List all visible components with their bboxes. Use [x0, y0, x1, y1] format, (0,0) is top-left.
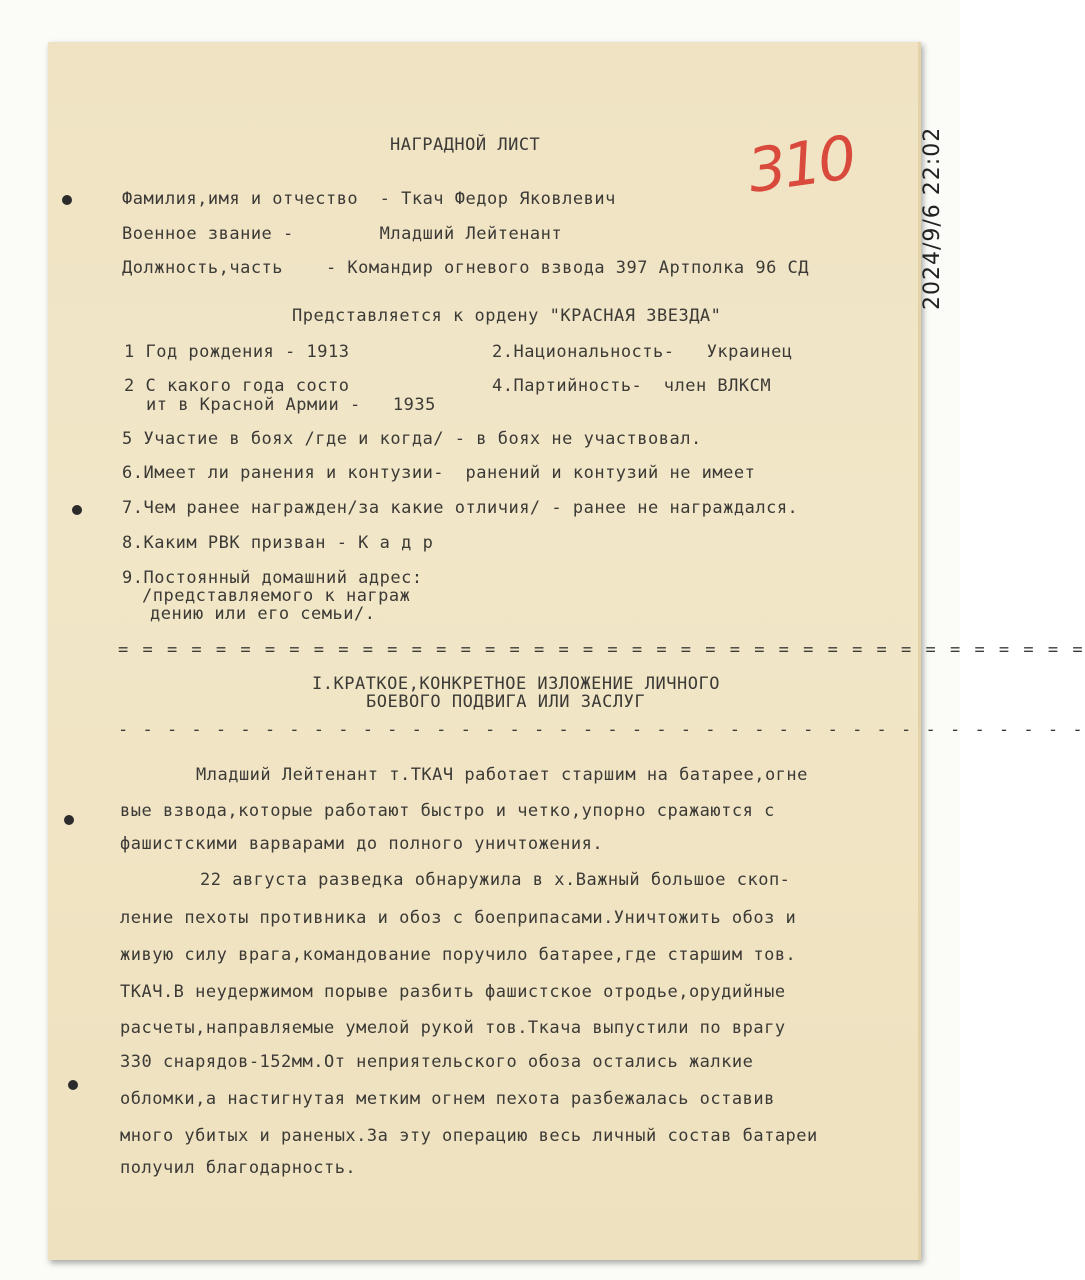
punch-hole-icon	[64, 815, 74, 825]
body-line: 330 снарядов-152мм.От неприятельского обоза остались жалкие	[120, 1052, 754, 1072]
body-line: расчеты,направляемые умелой рукой тов.Ткача выпустили по врагу	[120, 1018, 786, 1038]
item-party: 4.Партийность- член ВЛКСМ	[492, 376, 772, 396]
item-service-since-1: 2 С какого года состо	[124, 376, 350, 396]
item-awards: 7.Чем ранее награжден/за какие отличия/ - ранее не награждался.	[122, 498, 799, 518]
punch-hole-icon	[72, 505, 82, 515]
body-line: ТКАЧ.В неудержимом порыве разбить фашистское отродье,орудийные	[120, 982, 786, 1002]
body-line: вые взвода,которые работают быстро и четко,упорно сражаются с	[120, 801, 775, 821]
section-title-line-1: I.КРАТКОЕ,КОНКРЕТНОЕ ИЗЛОЖЕНИЕ ЛИЧНОГО	[312, 674, 720, 694]
punch-hole-icon	[62, 195, 72, 205]
body-line: обломки,а настигнутая метким огнем пехота разбежалась оставив	[120, 1089, 775, 1109]
item-nationality: 2.Национальность- Украинец	[492, 342, 793, 362]
body-line: живую силу врага,командование поручило батарее,где старшим тов.	[120, 945, 797, 965]
body-line: Младший Лейтенант т.ТКАЧ работает старшим на батарее,огне	[196, 765, 808, 785]
body-line: получил благодарность.	[120, 1158, 357, 1178]
item-rvk: 8.Каким РВК призван - К а д р	[122, 533, 434, 553]
body-line: 22 августа разведка обнаружила в х.Важный большое скоп-	[200, 870, 791, 890]
body-line: много убитых и раненых.За эту операцию весь личный состав батареи	[120, 1126, 818, 1146]
punch-hole-icon	[68, 1080, 78, 1090]
item-address-3: дению или его семьи/.	[150, 604, 376, 624]
item-service-since-2: ит в Красной Армии - 1935	[146, 395, 436, 415]
handwritten-number: 310	[743, 122, 858, 208]
page-title: НАГРАДНОЙ ЛИСТ	[390, 135, 541, 155]
item-wounds: 6.Имеет ли ранения и контузии- ранений и контузий не имеет	[122, 463, 756, 483]
item-battles: 5 Участие в боях /где и когда/ - в боях не участвовал.	[122, 429, 702, 449]
item-address-1: 9.Постоянный домашний адрес:	[122, 568, 423, 588]
field-fio: Фамилия,имя и отчество - Ткач Федор Яковлевич	[122, 189, 616, 209]
photo-timestamp: 2024/9/6 22:02	[920, 126, 945, 310]
body-line: ление пехоты противника и обоз с боеприпасами.Уничтожить обоз и	[120, 908, 797, 928]
field-rank: Военное звание - Младший Лейтенант	[122, 224, 563, 244]
separator-dashes: - - - - - - - - - - - - - - - - - - - - - - - - - - - - - - - - - - - - - - - -	[118, 720, 1085, 740]
section-title-line-2: БОЕВОГО ПОДВИГА ИЛИ ЗАСЛУГ	[366, 692, 646, 712]
separator-equals: = = = = = = = = = = = = = = = = = = = = = = = = = = = = = = = = = = = = = = = =	[118, 640, 1085, 660]
body-line: фашистскими варварами до полного уничтожения.	[120, 834, 604, 854]
field-position: Должность,часть - Командир огневого взвода 397 Артполка 96 СД	[122, 258, 810, 278]
item-address-2: /представляемого к нагpаж	[142, 586, 411, 606]
item-birth-year: 1 Год рождения - 1913	[124, 342, 350, 362]
award-line: Представляется к ордену "КРАСНАЯ ЗВЕЗДА"	[292, 306, 722, 326]
